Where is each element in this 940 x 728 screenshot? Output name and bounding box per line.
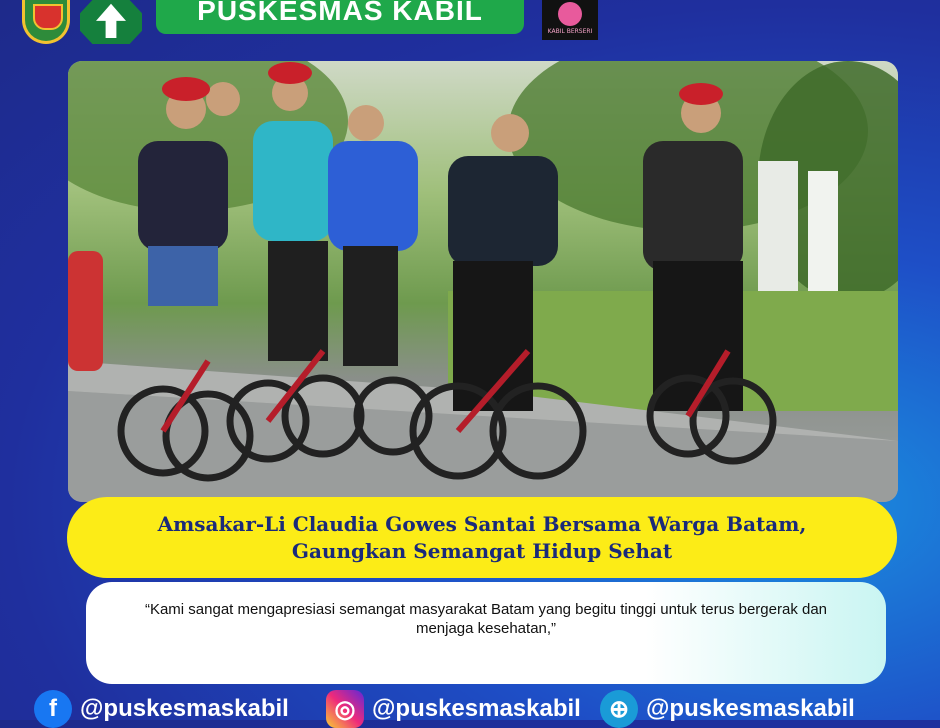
cyclists-photo <box>68 61 898 502</box>
cyclists-illustration <box>68 61 898 502</box>
page-title: PUSKESMAS KABIL <box>156 0 524 34</box>
facebook-handle[interactable]: @puskesmaskabil <box>80 695 289 722</box>
instagram-icon: ◎ <box>326 690 364 728</box>
regional-emblem-icon <box>22 0 70 44</box>
instagram-handle[interactable]: @puskesmaskabil <box>372 695 581 722</box>
puskesmas-logo-icon <box>80 0 142 44</box>
facebook-icon: f <box>34 690 72 728</box>
headline-text: Amsakar-Li Claudia Gowes Santai Bersama Warga Batam, Gaungkan Semangat Hidup Sehat <box>157 511 807 563</box>
quote-text: “Kami sangat mengapresiasi semangat masyarakat Batam yang begitu tinggi untuk terus bergerak dan menjaga kesehatan,” <box>144 601 828 637</box>
kabil-berseri-label: KABIL BERSERI <box>547 28 593 35</box>
globe-icon: ⊕ <box>600 690 638 728</box>
headline-banner <box>67 497 897 578</box>
flower-icon <box>558 2 582 26</box>
kabil-berseri-logo <box>542 0 598 40</box>
website-handle[interactable]: @puskesmaskabil <box>646 695 855 722</box>
top-bar <box>0 0 940 56</box>
quote-box <box>86 582 886 684</box>
